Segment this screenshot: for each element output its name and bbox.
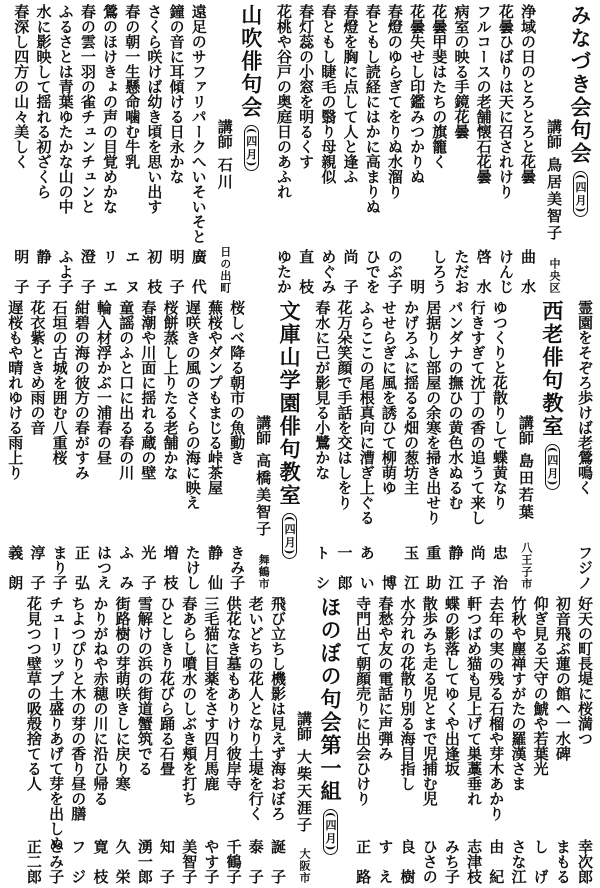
haiku-entry [204,300,226,590]
haiku-author: 良 樹 [398,839,417,884]
section-month-tag: (四月) [573,171,588,217]
haiku-author: 一 郎 [335,545,354,590]
haiku-entry [267,596,289,884]
haiku-entry [178,596,200,884]
haiku-author: ただお [452,249,471,294]
haiku-author: リ エ [101,249,119,294]
haiku-text: かげろふに揺るる畑の葱坊主 [402,300,421,495]
section-place: 舞鶴市 [257,554,271,590]
haiku-text: 蝶の影落してゆくや出逢坂 [442,596,461,776]
haiku-entry [419,596,441,884]
haiku-text: せせらぎに風を誘ひて柳萌ゆ [379,300,398,495]
haiku-author: 忠 治 [490,545,509,590]
haiku-text: 春深し四方の山々美しく [12,4,31,169]
section-place: 大阪市 [297,848,311,884]
haiku-text: 鶯のほけきょの声の目覚めかな [101,4,119,214]
haiku-text: 花曇ひばりは天に召されけり [496,4,515,199]
haiku-text: チューリップ土盛りあげて芽を出しぬ [47,596,66,851]
haiku-text: 水に影映して揺れる初ざくら [34,4,53,199]
haiku-author: 義 朗 [6,545,25,590]
haiku-author: 静 江 [446,545,465,590]
haiku-author: たけし [183,545,202,590]
haiku-entry [137,300,159,590]
haiku-text: 輪入材浮かぶ一浦春の昼 [95,300,113,465]
haiku-text: 花万朵笑顔で手話を交はしをり [335,300,354,510]
haiku-author: 志津枝 [465,839,484,884]
haiku-text: 行きすぎて沈丁の香の追うて来し [468,300,487,525]
haiku-text: 好天の町長堤に桜満つ [576,596,594,746]
haiku-author: 静 子 [34,249,53,294]
haiku-entry [406,4,428,294]
haiku-text: 飛び立ちし機影は見えず海おぼろ [268,596,287,821]
haiku-author: フ ジ [69,839,88,884]
haiku-entry [362,4,384,294]
haiku-entry [67,596,89,884]
haiku-text: 寺門出て朝顔売りに出会ひけり [354,596,373,806]
haiku-text: 水分れの花散り別る海目指し [398,596,417,791]
haiku-text: 花見つつ壁草の吸殻捨てる人 [24,596,43,791]
haiku-author: 重 助 [424,545,443,590]
haiku-entry [400,300,422,590]
haiku-entry [529,596,551,884]
haiku-author: 久 栄 [113,839,132,884]
haiku-entry [226,300,248,590]
haiku-author: フジノ [576,545,594,590]
haiku-author: 澄 子 [78,249,97,294]
haiku-author: あ い [357,545,376,590]
haiku-entry [23,596,45,884]
haiku-entry [54,4,76,294]
haiku-text: 石垣の古城を囲む八重桜 [50,300,69,465]
haiku-entry [374,596,396,884]
haiku-author: ゆたか [274,249,293,294]
haiku-author: 泰 子 [246,839,265,884]
section-title-text: 文庫山学園俳句教室 [277,300,303,507]
haiku-entry [311,300,333,590]
haiku-author: 曲 水 [519,249,537,294]
lecturer-name: 鳥居美智子 [545,157,563,242]
haiku-entry [159,300,181,590]
section-title-column [236,4,267,294]
haiku-text: 供花なき墓もありけり彼岸寺 [224,596,243,791]
haiku-text: 蕪桜やダンプもまじる峠茶屋 [205,300,224,495]
haiku-author: す え [376,839,395,884]
haiku-author: 千鶴子 [224,839,243,884]
haiku-text: 花曇失せし印鑑みつかりぬ [408,4,427,184]
lecturer-column [289,596,315,884]
haiku-author: ふよ子 [56,249,75,294]
haiku-entry [245,596,267,884]
haiku-text: 童謡のふと口に出る春の川 [117,300,136,480]
lecturer-line [511,300,537,521]
haiku-text: ひとしきり花びら踊る石畳 [158,596,176,776]
haiku-entry [463,596,485,884]
haiku-text: 花桃や谷戸の奥庭日のあふれ [274,4,293,199]
haiku-author: 湧一郎 [135,839,154,884]
haiku-entry [441,596,463,884]
haiku-author: しろう [430,249,449,294]
section-title [565,4,596,217]
haiku-entry [356,300,378,590]
section-place: 日の出町 [218,246,232,294]
lecturer-label: 講師 [215,119,234,149]
haiku-author: みち子 [442,839,461,884]
haiku-text: さくら咲けば幼き頃を思い出す [145,4,164,214]
haiku-author: ふ み [117,545,136,590]
haiku-author: 啓 水 [474,249,493,294]
haiku-text: ちよつぴりと木の芽の香り昼の膳 [69,596,88,821]
haiku-text: 去年の実の残る石榴や芽木あかり [487,596,506,821]
haiku-entry [295,4,317,294]
haiku-entry [485,596,507,884]
lecturer-line [248,300,274,538]
haiku-entry [48,300,70,590]
section-title-column [537,300,568,590]
haiku-entry [89,596,111,884]
haiku-author: 知 子 [158,839,176,884]
haiku-author: けんじ [496,249,515,294]
section-title-text: 山吹俳句会 [238,4,264,119]
haiku-text: 桜餅蒸し上りたる老舗かな [161,300,180,480]
haiku-entry [99,4,121,294]
haiku-text: 春の朝一生懸命噛む牛乳 [123,4,142,169]
haiku-text: 雪解けの浜の街道蟹筑でる [135,596,154,776]
haiku-entry [26,300,48,590]
haiku-entry [45,596,67,884]
section-title-text: 西老俳句教室 [539,300,565,438]
haiku-author: 増 枝 [161,545,180,590]
haiku-text: 竹秋や塵禅すがたの羅漢さま [509,596,528,791]
haiku-author: エ ヌ [123,249,142,294]
haiku-entry [489,300,511,590]
haiku-entry [472,4,494,294]
haiku-text: 遠足のサファリパークへいそいそと [189,4,208,244]
section-title [274,300,305,559]
haiku-text: 春ともし読経にはかに高まりぬ [363,4,382,214]
haiku-author: 正 弘 [72,545,91,590]
lecturer-name: 島田若葉 [516,453,535,521]
haiku-author: 明 [408,279,427,294]
section-month-tag: (四月) [545,444,560,490]
haiku-text: 散歩みち走る児とまで児捕む児 [420,596,439,806]
haiku-author: めぐみ [319,249,338,294]
haiku-entry [134,596,156,884]
haiku-entry [495,4,517,294]
haiku-text: 春ともし睫毛の翳り母親似 [319,4,338,184]
haiku-band-middle [4,300,596,590]
haiku-entry [428,4,450,294]
haiku-entry [466,300,488,590]
haiku-author: 初 枝 [145,249,164,294]
haiku-entry [352,596,374,884]
haiku-author: し げ [531,839,550,884]
section-title-column [274,300,305,590]
haiku-entry [71,300,93,590]
section-month-tag: (四月) [323,809,338,855]
haiku-author: 美智子 [180,839,199,884]
section-title-text: ほのぼの句会第一組 [317,596,343,803]
haiku-entry [574,596,596,884]
haiku-author: 正 路 [354,839,373,884]
lecturer-column [511,300,537,590]
haiku-author: きみ子 [228,545,247,590]
haiku-entry [111,596,133,884]
haiku-text: 春燈のゆらぎてをりぬ水溜り [385,4,404,199]
haiku-author: 正二郎 [24,839,43,884]
haiku-author: のぶ子 [385,249,404,294]
haiku-text: かりがねや赤穂の川に沿ひ帰る [91,596,110,806]
lecturer-column [539,4,565,294]
haiku-entry [574,300,596,590]
haiku-author: 玉 江 [402,545,421,590]
haiku-entry [156,596,178,884]
haiku-author: 光 子 [139,545,158,590]
section-month-tag: (四月) [282,513,297,559]
haiku-entry [77,4,99,294]
haiku-text: 居据りし部屋の余寒を掃き出せり [424,300,443,525]
section-title-column [315,596,346,884]
haiku-entry [165,4,187,294]
haiku-text: 病室の映る手鏡花曇 [452,4,471,139]
haiku-author: 誕 子 [268,839,287,884]
haiku-entry [333,300,355,590]
haiku-entry [32,4,54,294]
haiku-author: ト シ [313,545,332,590]
haiku-author: ひさの [420,839,439,884]
haiku-text: 老いどちの花人となり土堤を行く [246,596,265,821]
lecturer-label: 講師 [294,711,313,741]
haiku-text: 浄域の日のとろとろと花曇 [519,4,537,184]
haiku-author: 幸次郎 [576,839,594,884]
haiku-text: 仰ぎ見る天守の鯱や若葉光 [531,596,550,776]
haiku-entry [182,300,204,590]
haiku-author: 尚 子 [468,545,487,590]
haiku-entry [517,4,539,294]
haiku-author: 淳 子 [28,545,47,590]
haiku-entry [317,4,339,294]
haiku-text: 春灯蕊の小窓を明るくす [297,4,316,169]
haiku-entry [422,300,444,590]
haiku-text: ゆつくりと花散りして蝶黄なり [490,300,509,510]
haiku-text: 桜しべ降る朝市の魚動き [228,300,247,465]
haiku-entry [143,4,165,294]
haiku-author: 由 紀 [487,839,506,884]
haiku-author: とみ子 [47,839,66,884]
section-title [236,4,267,171]
haiku-text: 遅咲きの風のさくらの海に映え [183,300,202,510]
lecturer-line [539,4,565,242]
haiku-text: 春燈を胸に点して人と逢ふ [341,4,360,184]
haiku-text: ふるさとは青葉ゆたかな山の中 [56,4,75,214]
haiku-text: 春愁や友の電話に声弾み [376,596,395,761]
haiku-text: 街路樹の芽萌咲きしに戻り寒 [113,596,132,791]
lecturer-column [210,4,236,294]
lecturer-label: 講師 [545,119,563,149]
section-place: 八王子市 [519,542,533,590]
section-title-text: みなづき会句会 [568,4,593,165]
haiku-band-bottom [4,596,596,884]
haiku-author: はつえ [95,545,113,590]
haiku-author: 静 仙 [205,545,224,590]
haiku-text: 春潮や川面に揺れる蔵の壁 [139,300,158,480]
haiku-author: ひでを [363,249,382,294]
haiku-text: 軒つばめ猫も見上げて巣藁垂れ [465,596,484,806]
haiku-text: 春水に己が影見る小鷺かな [313,300,332,480]
haiku-entry [93,300,115,590]
lecturer-column [248,300,274,590]
haiku-author: やす子 [202,839,221,884]
section-title [315,596,346,855]
haiku-author: まり子 [50,545,69,590]
section-month-tag: (四月) [244,125,259,171]
haiku-entry [115,300,137,590]
haiku-text: 遅桜もや晴れゆける雨上り [6,300,25,480]
lecturer-label: 講師 [254,415,273,445]
haiku-author: 廣 代 [189,249,208,294]
lecturer-name: 石川 [215,157,234,191]
haiku-entry [552,596,574,884]
haiku-author: まもる [553,839,572,884]
haiku-entry [121,4,143,294]
haiku-entry [4,300,26,590]
lecturer-name: 高橋美智子 [254,453,273,538]
haiku-author: 直 枝 [297,249,316,294]
haiku-text: 鐘の音に耳傾ける日永かな [167,4,186,184]
section-place: 中央区 [548,258,561,294]
haiku-text: 春の雲一羽の雀チュンチュンと [78,4,97,214]
haiku-text: 紺碧の海の彼方の春がすみ [72,300,91,480]
haiku-author: 明 子 [12,249,31,294]
haiku-author: 尚 子 [341,249,360,294]
haiku-entry [222,596,244,884]
haiku-text: パンダナの撫ひの黄色水ぬるむ [446,300,465,510]
section-title-column [565,4,596,294]
haiku-author: 寛 枝 [91,839,110,884]
lecturer-name: 大柴天涯子 [294,749,313,834]
haiku-text: 初音飛ぶ蓮の館へ一水碑 [553,596,572,761]
lecturer-label: 講師 [516,415,535,445]
lecturer-line [289,596,315,834]
haiku-text: フルコースの老舗懐石花曇 [474,4,493,184]
haiku-text: 春あらし噴水のしぶき頬を打ち [180,596,199,806]
haiku-entry [444,300,466,590]
haiku-entry [10,4,32,294]
haiku-text: 花曇甲斐はたちの旗籠く [430,4,449,169]
haiku-text: 霊園をそぞろ歩けば老鶯鳴く [576,300,594,495]
haiku-text: ふらここの尾根真向に漕ぎ上ぐる [357,300,376,525]
haiku-author: 博 [379,575,398,590]
haiku-entry [450,4,472,294]
haiku-entry [396,596,418,884]
haiku-entry [507,596,529,884]
haiku-entry [384,4,406,294]
haiku-text: 花衣紫ときめ雨の音 [28,300,47,435]
section-title [537,300,568,490]
lecturer-line [210,4,236,191]
haiku-entry [339,4,361,294]
haiku-entry [200,596,222,884]
haiku-author: 明 子 [167,249,186,294]
haiku-text: 三毛猫に目薬をさす四月馬鹿 [202,596,221,791]
haiku-author: さな江 [509,839,528,884]
haiku-entry [188,4,210,294]
haiku-band-top [4,4,596,294]
haiku-entry [378,300,400,590]
haiku-entry [273,4,295,294]
